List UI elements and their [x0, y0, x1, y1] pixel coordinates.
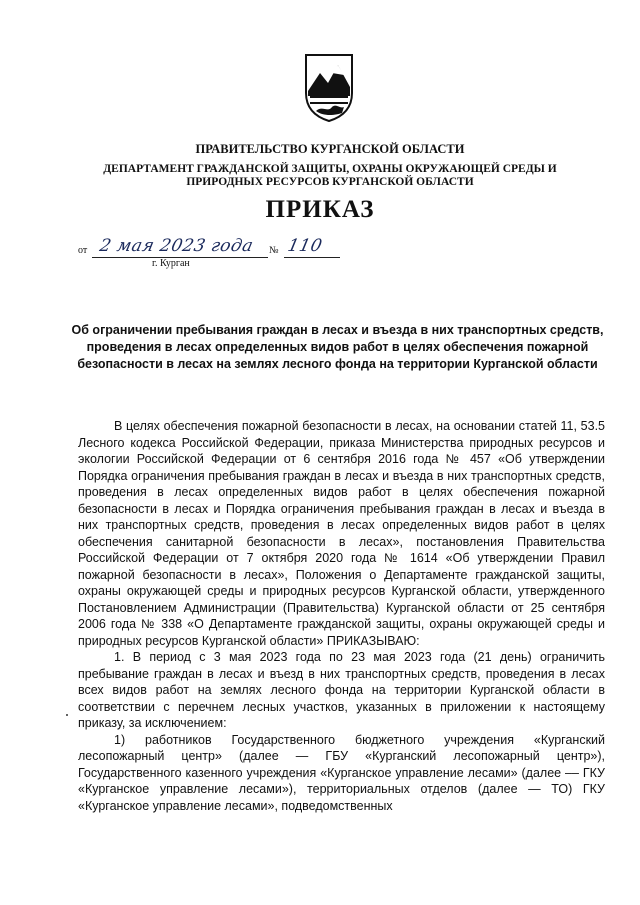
number-underline: [284, 257, 340, 258]
coat-of-arms-icon: [302, 53, 356, 123]
date-prefix: от: [78, 245, 88, 256]
margin-dot: [66, 714, 68, 716]
preamble-paragraph: В целях обеспечения пожарной безопасности в лесах, на основании статей 11, 53.5 Лесного кодекса Российской Федерации, приказа Министерства природных ресурсов и экологии Российской Федерации от 6 сентября 2016 года № 457 «Об утверждении Порядка ограничения пребывания граждан в лесах и въезда в них транспортных средств, проведения в лесах определенных видов работ в целях обеспечения пожарной безопасности в лесах и Порядка ограничения пребывания граждан в лесах и въезда в них транспортных средств, проведения в лесах определенных видов работ в целях обеспечения санитарной безопасности в лесах», постановления Правительства Российской Федерации от 7 октября 2020 года № 1614 «Об утверждении Правил пожарной безопасности в лесах», Положения о Департаменте гражданской защиты, охраны окружающей среды и природных ресурсов Курганской области, утвержденного Постановлением Администрации (Правительства) Курганской области от 25 сентября 2006 года № 338 «О Департаменте гражданской защиты, охраны окружающей среды и природных ресурсов Курганской области» ПРИКАЗЫВАЮ:: [78, 419, 605, 648]
item-1-1-paragraph: 1) работников Государственного бюджетного учреждения «Курганский лесопожарный центр» (далее — ГБУ «Курганский лесопожарный центр»), Государственного казенного учреждения «Курганское управление лесами» (далее –– ГКУ «Курганское управление лесами»), территориальных отделов (далее — ТО) ГКУ «Курганское управление лесами», подведомственных: [78, 732, 605, 813]
date-line: [78, 234, 358, 274]
number-label: №: [269, 245, 279, 256]
item-1-paragraph: 1. В период с 3 мая 2023 года по 23 мая 2023 года (21 день) ограничить пребывание граждан в лесах и въезд в них транспортных средств, проведения в лесах всех видов работ на землях лесного фонда на территории Курганской области в соответствии с перечнем лесных участков, указанных в приложении к настоящему приказу, за исключением:: [78, 650, 605, 730]
department-line-2: ПРИРОДНЫХ РЕСУРСОВ КУРГАНСКОЙ ОБЛАСТИ: [186, 176, 474, 188]
city-label: г. Курган: [152, 258, 190, 269]
document-title: ПРИКАЗ: [265, 196, 375, 223]
department-line-1: ДЕПАРТАМЕНТ ГРАЖДАНСКОЙ ЗАЩИТЫ, ОХРАНЫ ОКРУЖАЮЩЕЙ СРЕДЫ И: [103, 163, 557, 175]
order-subject: Об ограничении пребывания граждан в лесах и въезда в них транспортных средств, проведения в лесах определенных видов работ в целях обеспечения пожарной безопасности в лесах на землях лесного фонда на территории Курганской области: [71, 323, 604, 371]
handwritten-number: 110: [285, 236, 325, 256]
handwritten-date: 2 мая 2023 года: [97, 236, 256, 256]
department-name: [70, 163, 590, 189]
order-body: [78, 418, 605, 814]
government-name: ПРАВИТЕЛЬСТВО КУРГАНСКОЙ ОБЛАСТИ: [195, 142, 465, 156]
